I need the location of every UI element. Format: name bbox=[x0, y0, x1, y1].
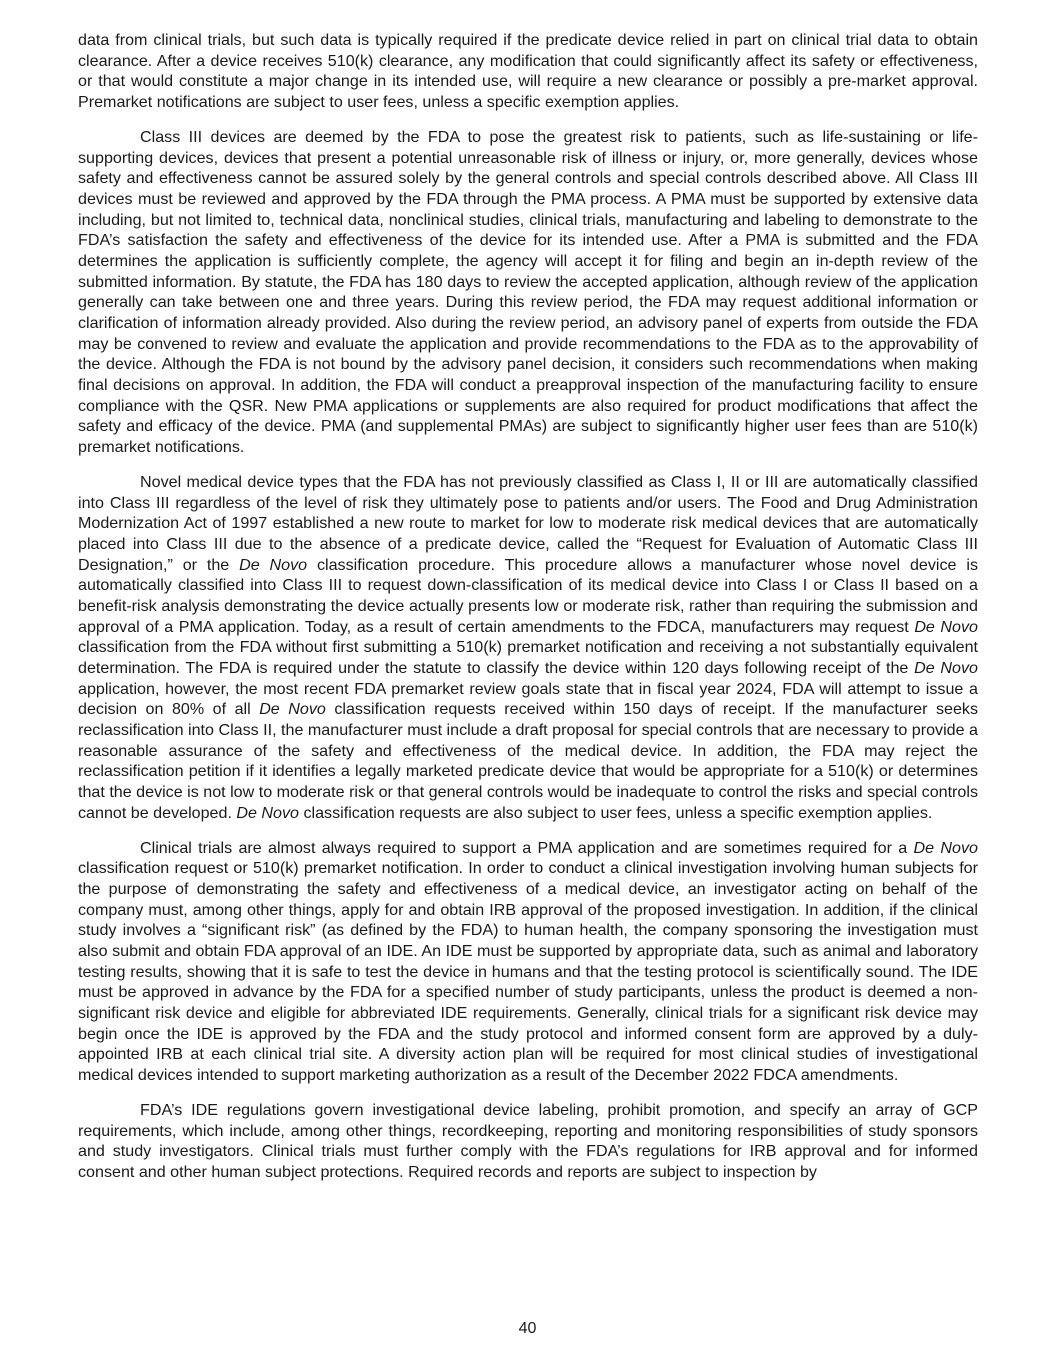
document-body bbox=[78, 30, 978, 1197]
italic-text: De Novo bbox=[914, 659, 978, 678]
text-segment: classification request or 510(k) premarket notification. In order to conduct a clinical investigation involving human subjects for the purpose of demonstrating the safety and effectiveness of a medical device, an investigator acting on behalf of the company must, among other things, apply for and obtain IRB approval of the proposed investigation. In addition, if the clinical study involves a “significant risk” (as defined by the FDA) to human health, the company sponsoring the investigation must also submit and obtain FDA approval of an IDE. An IDE must be supported by appropriate data, such as animal and laboratory testing results, showing that it is safe to test the device in humans and that the testing protocol is scientifically sound. The IDE must be approved in advance by the FDA for a specified number of study participants, unless the product is deemed a non-significant risk device and eligible for abbreviated IDE requirements. Generally, clinical trials for a significant risk device may begin once the IDE is approved by the FDA and the study protocol and informed consent form are approved by a duly-appointed IRB at each clinical trial site. A diversity action plan will be required for most clinical studies of investigational medical devices intended to support marketing authorization as a result of the December 2022 FDCA amendments. bbox=[78, 859, 978, 1084]
italic-text: De Novo bbox=[239, 555, 308, 574]
italic-text: De Novo bbox=[259, 700, 326, 719]
text-segment: data from clinical trials, but such data is typically required if the predicate device relied in part on clinical trial data to obtain clearance. After a device receives 510(k) clearance, any modification that could significantly affect its safety or effectiveness, or that would constitute a major change in its intended use, will require a new clearance or possibly a pre-market approval. Premarket notifications are subject to user fees, unless a specific exemption applies. bbox=[78, 31, 978, 111]
text-segment: Class III devices are deemed by the FDA to pose the greatest risk to patients, such as life-sustaining or life-supporting devices, devices that present a potential unreasonable risk of illness or injury, or, more generally, devices whose safety and effectiveness cannot be assured solely by the general controls and special controls described above. All Class III devices must be reviewed and approved by the FDA through the PMA process. A PMA must be supported by extensive data including, but not limited to, technical data, nonclinical studies, clinical trials, manufacturing and labeling to demonstrate to the FDA’s satisfaction the safety and effectiveness of the device for its intended use. After a PMA is submitted and the FDA determines the application is sufficiently complete, the agency will accept it for filing and begin an in-depth review of the submitted information. By statute, the FDA has 180 days to review the accepted application, although review of the application generally can take between one and three years. During this review period, the FDA may request additional information or clarification of information already provided. Also during the review period, an advisory panel of experts from outside the FDA may be convened to review and evaluate the application and provide recommendations to the FDA as to the approvability of the device. Although the FDA is not bound by the advisory panel decision, it considers such recommendations when making final decisions on approval. In addition, the FDA will conduct a preapproval inspection of the manufacturing facility to ensure compliance with the QSR. New PMA applications or supplements are also required for product modifications that affect the safety and efficacy of the device. PMA (and supplemental PMAs) are subject to significantly higher user fees than are 510(k) premarket notifications. bbox=[78, 128, 978, 456]
text-segment: FDA’s IDE regulations govern investigational device labeling, prohibit promotion, and specify an array of GCP requirements, which include, among other things, recordkeeping, reporting and monitoring responsibilities of study sponsors and study investigators. Clinical trials must further comply with the FDA’s regulations for IRB approval and for informed consent and other human subject protections. Required records and reports are subject to inspection by bbox=[78, 1101, 978, 1182]
paragraph bbox=[78, 838, 978, 1086]
text-segment: Novel medical device types that the FDA has not previously classified as Class I, II or III are automatically classified into Class III regardless of the level of risk they ultimately pose to patients and/or users. The Food and Drug Administration Modernization Act of 1997 established a new route to market for low to moderate risk medical devices that are automatically placed into Class III due to the absence of a predicate device, called the “Request for Evaluation of Automatic Class III Designation,” or the bbox=[78, 473, 978, 574]
text-segment: classification from the FDA without first submitting a 510(k) premarket notification and receiving a not substantially equivalent determination. The FDA is required under the statute to classify the device within 120 days following receipt of the bbox=[78, 638, 978, 678]
text-segment: classification requests are also subject to user fees, unless a specific exemption applies. bbox=[299, 803, 933, 822]
paragraph bbox=[78, 472, 978, 823]
text-segment: classification requests received within 150 days of receipt. If the manufacturer seeks reclassification into Class II, the manufacturer must include a draft proposal for special controls that are necessary to provide a reasonable assurance of the safety and effectiveness of the medical device. In addition, the FDA may reject the reclassification petition if it identifies a legally marketed predicate device that would be appropriate for a 510(k) or determines that the device is not low to moderate risk or that general controls would be inadequate to control the risks and special controls cannot be developed. bbox=[78, 700, 978, 822]
paragraph bbox=[78, 30, 978, 113]
paragraph bbox=[78, 1100, 978, 1183]
text-segment: Clinical trials are almost always required to support a PMA application and are sometimes required for a bbox=[140, 838, 914, 857]
italic-text: De Novo bbox=[913, 838, 978, 857]
italic-text: De Novo bbox=[236, 803, 300, 822]
text-segment: application, however, the most recent FDA premarket review goals state that in fiscal year 2024, FDA will attempt to issue a decision on 80% of all bbox=[78, 679, 978, 719]
italic-text: De Novo bbox=[914, 617, 978, 636]
page-number: 40 bbox=[518, 1320, 537, 1337]
paragraph bbox=[78, 127, 978, 458]
text-segment: classification procedure. This procedure allows a manufacturer whose novel device is automatically classified into Class III to request down-classification of its medical device into Class I or Class II based on a benefit-risk analysis demonstrating the device actually presents low or moderate risk, rather than requiring the submission and approval of a PMA application. Today, as a result of certain amendments to the FDCA, manufacturers may request bbox=[78, 555, 978, 636]
